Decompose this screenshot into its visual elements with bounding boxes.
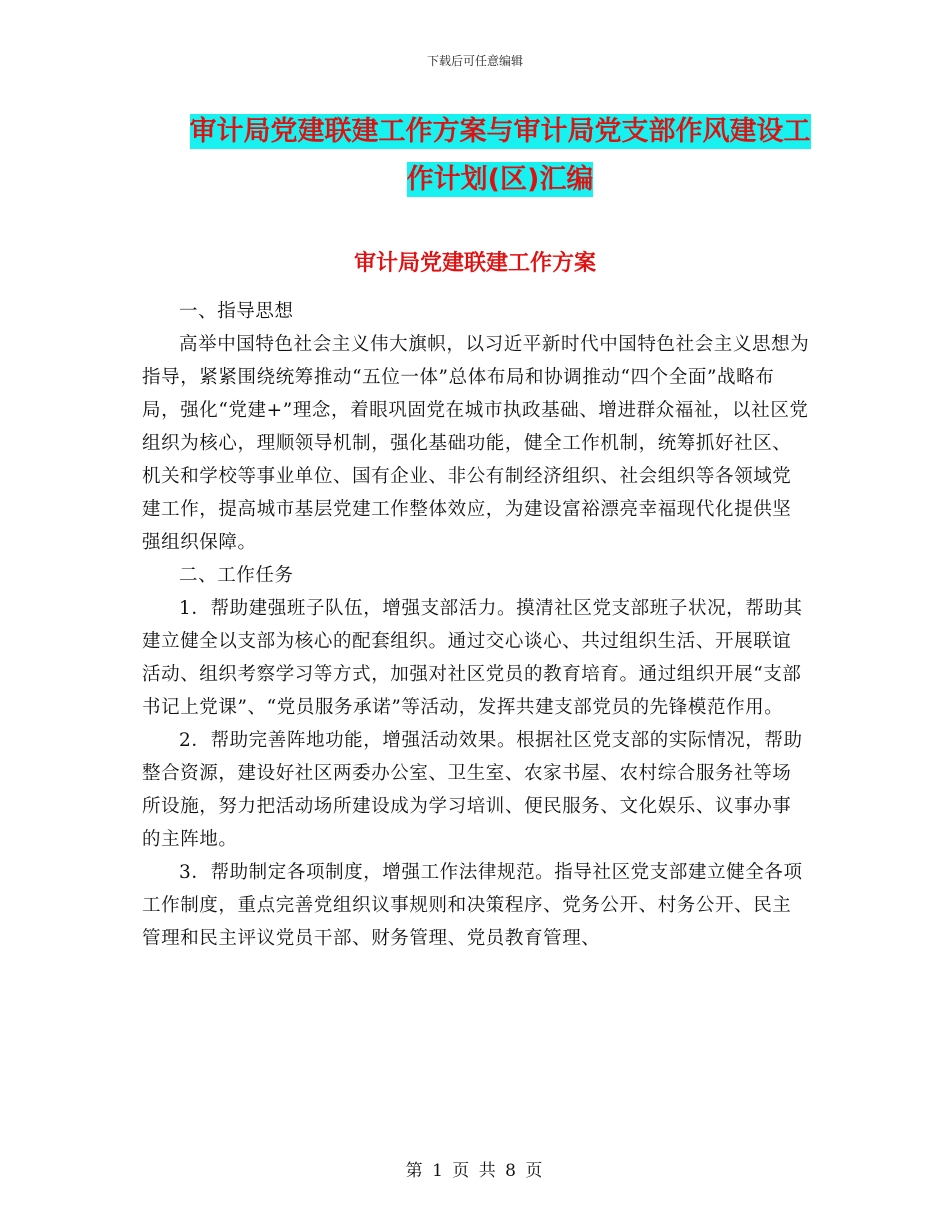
section-title: 审计局党建联建工作方案 [353, 251, 596, 276]
title-line-1: 审计局党建联建工作方案与审计局党支部作风建设工 [189, 116, 811, 147]
paragraph: 3．帮助制定各项制度，增强工作法律规范。指导社区党支部建立健全各项工作制度，重点完善党组织议事规则和决策程序、党务公开、村务公开、民主管理和民主评议党员干部、财务管理、党员教育管理、 [142, 862, 803, 949]
title-line-2: 作计划(区)汇编 [406, 164, 594, 195]
heading-work-tasks: 二、工作任务 [179, 565, 294, 586]
header-note: 下载后可任意编辑 [426, 54, 523, 68]
document-title [130, 108, 870, 204]
paragraph: 高举中国特色社会主义伟大旗帜，以习近平新时代中国特色社会主义思想为指导，紧紧围绕统筹推动“五位一体”总体布局和协调推动“四个全面”战略布局，强化“党建+”理念，着眼巩固党在城市执政基础、增进群众福祉，以社区党组织为核心，理顺领导机制，强化基础功能，健全工作机制，统筹抓好社区、机关和学校等事业单位、国有企业、非公有制经济组织、社会组织等各领域党建工作，提高城市基层党建工作整体效应，为建设富裕漂亮幸福现代化提供坚强组织保障。 [142, 334, 810, 553]
page-footer: 第 1 页 共 8 页 [405, 1161, 545, 1181]
paragraph: 2．帮助完善阵地功能，增强活动效果。根据社区党支部的实际情况，帮助整合资源，建设好社区两委办公室、卫生室、农家书屋、农村综合服务社等场所设施，努力把活动场所建设成为学习培训、便民服务、文化娱乐、议事办事的主阵地。 [142, 730, 803, 850]
document-body [142, 295, 810, 955]
heading-guiding-ideology: 一、指导思想 [179, 301, 294, 322]
paragraph: 1．帮助建强班子队伍，增强支部活力。摸清社区党支部班子状况，帮助其建立健全以支部为核心的配套组织。通过交心谈心、共过组织生活、开展联谊活动、组织考察学习等方式，加强对社区党员的教育培育。通过组织开展“支部书记上党课”、“党员服务承诺”等活动，发挥共建支部党员的先锋模范作用。 [142, 598, 803, 718]
